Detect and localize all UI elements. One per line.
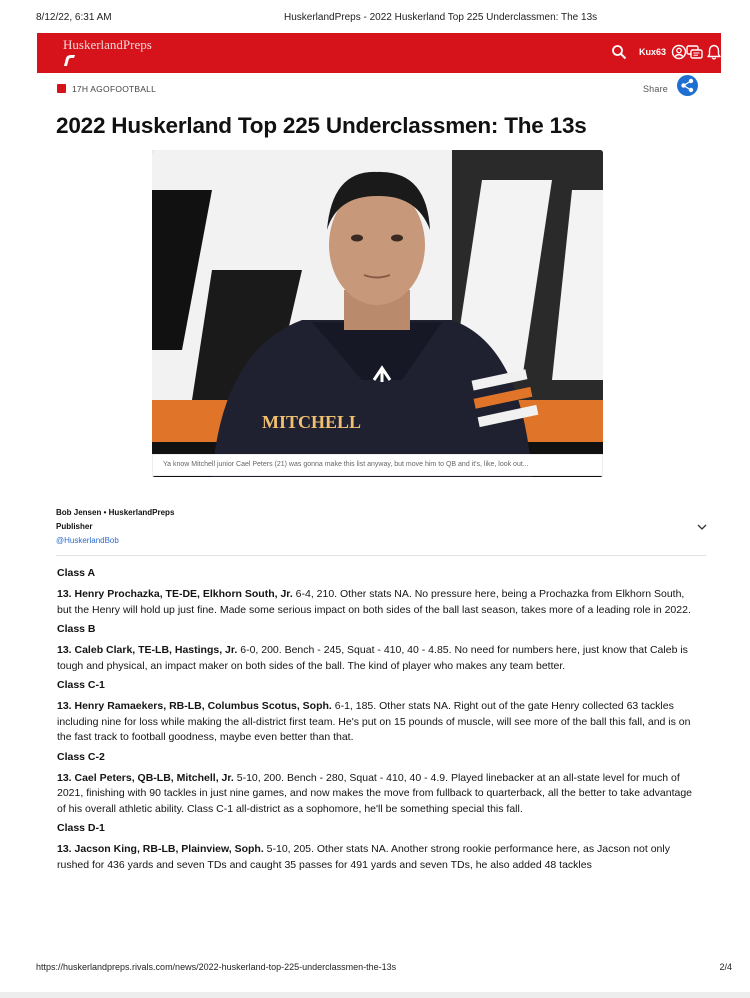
messages-icon[interactable] — [686, 44, 703, 60]
player-paragraph — [57, 699, 697, 746]
brand-name: HuskerlandPreps — [63, 37, 152, 52]
print-header — [36, 12, 714, 26]
search-icon[interactable] — [611, 44, 627, 60]
player-text: 6-4, 210. Other stats NA. No pressure here, being a Prochazka from Elkhorn South, but the Henry will hold up just fine. Made some serious impact on both sides of the ball last season, takes more of a leading role in 2022. — [57, 588, 691, 616]
class-label: Class B — [57, 623, 96, 635]
player-text: 5-10, 200. Bench - 280, Squat - 410, 40 - 4.9. Played linebacker at an all-state level for much of 2021, finishing with 90 tackles in just nine games, and now makes the move from fullback to quarterback, all the better to take advantage of his overall athletic ability. Class C-1 all-district as a sophomore, he'll be something special this fall. — [57, 771, 693, 815]
article-page — [37, 33, 721, 958]
page-url: https://huskerlandpreps.rivals.com/news/2022-huskerland-top-225-underclassmen-the-13s — [36, 962, 397, 972]
player-lead: 13. Jacson King, RB-LB, Plainview, Soph. — [57, 843, 264, 855]
player-photo — [152, 150, 603, 477]
article-body — [57, 567, 697, 878]
article-timestamp: 17H AGO — [72, 84, 110, 94]
player-paragraph — [57, 842, 697, 873]
username[interactable]: Kux63 — [639, 47, 667, 57]
share-icon — [677, 75, 698, 96]
share-button[interactable] — [677, 75, 698, 96]
article-category[interactable]: FOOTBALL — [110, 84, 157, 94]
class-label: Class D-1 — [57, 822, 105, 834]
article-section — [57, 567, 697, 618]
player-lead: 13. Henry Prochazka, TE-DE, Elkhorn South, Jr. — [57, 588, 293, 600]
hero-image — [152, 150, 603, 477]
player-paragraph — [57, 643, 697, 674]
player-paragraph — [57, 587, 697, 618]
viewer-bottom-bar — [0, 992, 750, 998]
player-lead: 13. Henry Ramaekers, RB-LB, Columbus Scotus, Soph. — [57, 700, 332, 712]
rivals-badge-icon — [57, 84, 66, 93]
player-text: 6-1, 185. Other stats NA. Right out of the gate Henry collected 63 tackles including nine for loss while making the all-district first team. He's put on 15 pounds of muscle, will see more of the ball this fall, and is on the fast track to football goodness, maybe even better than that. — [57, 700, 691, 743]
chevron-down-icon[interactable] — [696, 522, 708, 532]
article-headline: 2022 Huskerland Top 225 Underclassmen: The 13s — [56, 113, 587, 138]
class-label: Class C-1 — [57, 679, 105, 691]
class-label: Class A — [57, 567, 96, 579]
player-text: 6-0, 200. Bench - 245, Squat - 410, 40 - 4.85. No need for numbers here, just know that Caleb is tough and physical, an impact maker on both sides of the ball. The kind of player who makes any team better. — [57, 644, 688, 672]
photo-caption: Ya know Mitchell junior Cael Peters (21) was gonna make this list anyway, but move him to QB and it's, like, look out... — [152, 454, 603, 476]
site-navbar — [37, 33, 721, 73]
share-label: Share — [642, 84, 668, 94]
print-footer — [36, 962, 732, 976]
print-date: 8/12/22, 6:31 AM — [36, 12, 112, 23]
profile-icon[interactable] — [671, 44, 687, 60]
author-role: Publisher — [56, 522, 93, 531]
article-section — [57, 822, 697, 873]
site-logo[interactable] — [63, 36, 193, 70]
author-handle[interactable]: @HuskerlandBob — [56, 536, 119, 545]
divider — [56, 555, 706, 556]
article-section — [57, 679, 697, 746]
player-lead: 13. Caleb Clark, TE-LB, Hastings, Jr. — [57, 644, 238, 656]
article-meta — [57, 82, 699, 100]
print-title: HuskerlandPreps - 2022 Huskerland Top 225 Underclassmen: The 13s — [284, 12, 598, 23]
bell-icon[interactable] — [707, 44, 721, 60]
player-paragraph — [57, 771, 697, 818]
jersey-text: MITCHELL — [262, 412, 362, 432]
author-name[interactable]: Bob Jensen • HuskerlandPreps — [56, 508, 175, 517]
class-label: Class C-2 — [57, 750, 105, 763]
player-text: 5-10, 205. Other stats NA. Another strong rookie performance here, as Jacson not only rushed for 436 yards and seven TDs and caught 35 passes for 491 yards and seven TDs, he also added 48 tackles — [57, 843, 670, 871]
page-number: 2/4 — [719, 962, 732, 972]
player-lead: 13. Cael Peters, QB-LB, Mitchell, Jr. — [57, 771, 234, 784]
article-section — [57, 623, 697, 674]
article-section — [57, 751, 697, 818]
rivals-logo-icon — [63, 54, 76, 66]
